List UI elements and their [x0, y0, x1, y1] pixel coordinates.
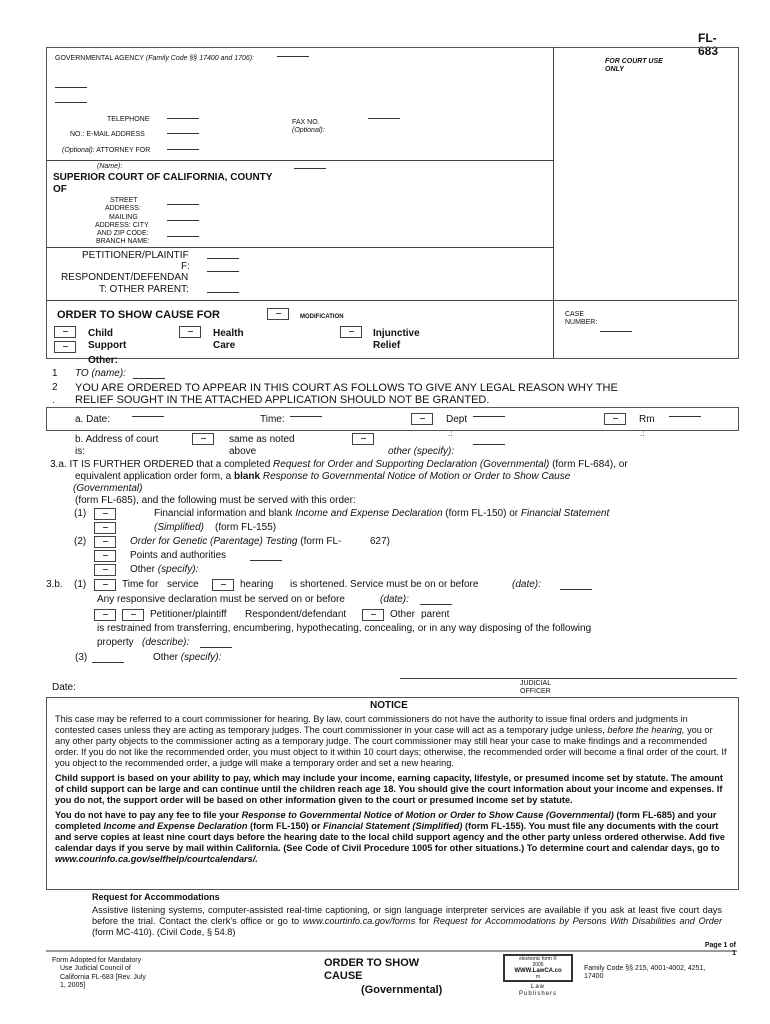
petitioner-checkbox[interactable] — [122, 609, 144, 621]
child-label: Child — [88, 328, 113, 339]
name-label: (Name): — [97, 163, 123, 170]
dept-field[interactable] — [473, 416, 505, 417]
dept-colon: .: — [448, 429, 453, 438]
date-label: a. Date: — [75, 414, 111, 425]
rm-field[interactable] — [669, 416, 701, 417]
divider — [553, 47, 554, 358]
describe-label: (describe): — [142, 637, 190, 648]
publisher-label: Law Publishers — [518, 984, 557, 997]
other-parent-label: Other — [390, 609, 416, 620]
other-3-label: Other (specify): — [153, 652, 222, 663]
page-number: Page 1 of 1 — [704, 942, 736, 957]
time-field[interactable] — [290, 416, 322, 417]
agency-label: GOVERNMENTAL AGENCY (Family Code §§ 17400 and 1706): — [55, 55, 255, 62]
item-1-number: 1 — [52, 368, 58, 379]
notice-title: NOTICE — [370, 700, 408, 711]
other-docs-label: Other (specify): — [130, 564, 199, 575]
address-court-label: b. Address of court — [75, 434, 159, 445]
calendar-link[interactable]: www.courinfo.ca.gov/selfhelp/courtcalendars/. — [55, 854, 258, 864]
to-name-label: TO (name): — [75, 368, 126, 379]
item-3-num: (3) — [75, 652, 88, 663]
respondent-label-2: T: OTHER PARENT: — [99, 284, 189, 295]
describe-field[interactable] — [200, 647, 232, 648]
rm-colon: .: — [640, 429, 645, 438]
email-field[interactable] — [167, 133, 199, 134]
adopted-4: 1, 2005] — [60, 982, 86, 989]
other-parent-checkbox[interactable] — [362, 609, 384, 621]
injunctive-label: Injunctive — [373, 328, 420, 339]
address-is-label: is: — [75, 446, 85, 457]
modification-label: MODIFICATION — [300, 314, 344, 320]
parent-label: parent — [421, 609, 450, 620]
other-label: Other: — [88, 355, 118, 366]
health-label: Health — [213, 328, 244, 339]
other-checkbox[interactable] — [54, 341, 76, 353]
petitioner-field[interactable] — [207, 258, 239, 259]
adopted-1: Form Adopted for Mandatory — [52, 957, 142, 964]
points-field[interactable] — [250, 560, 282, 561]
officer-label: OFFICER — [520, 688, 551, 695]
injunctive-relief-checkbox[interactable] — [340, 326, 362, 338]
restrained-text: is restrained from transferring, encumbering, hypothecating, concealing, or in any way disposing of the following — [97, 623, 592, 634]
respondent-field[interactable] — [207, 292, 239, 293]
ordered-text-2: RELIEF SOUGHT IN THE ATTACHED APPLICATION SHOULD NOT BE GRANTED. — [75, 394, 490, 406]
time-label: Time: — [260, 414, 285, 425]
street-field[interactable] — [167, 204, 199, 205]
street-label: STREET — [110, 197, 138, 204]
item-2-num: (2) — [74, 536, 87, 547]
item-2-dot: . — [52, 395, 55, 406]
osc-title: ORDER TO SHOW CAUSE FOR — [57, 309, 220, 321]
responsive-date-field[interactable] — [420, 604, 452, 605]
property-label: property — [97, 637, 134, 648]
court-title: SUPERIOR COURT OF CALIFORNIA, COUNTY — [53, 172, 273, 183]
fax-field[interactable] — [368, 118, 400, 119]
health-care-checkbox[interactable] — [179, 326, 201, 338]
city-label: ADDRESS: CITY — [95, 222, 149, 229]
rm-checkbox[interactable] — [604, 413, 626, 425]
mailing-label: MAILING — [109, 214, 138, 221]
item-3a-line-4: (form FL-685), and the following must be served with this order: — [75, 495, 356, 506]
city-field[interactable] — [167, 236, 199, 237]
form-fl155: (form FL-155) — [215, 522, 277, 533]
accommodations-text: Assistive listening systems, computer-assisted real-time captioning, or sign language interpreter services are available if you ask at least five court days before the trial. Contact the clerk's office or go to www.courtinfo.ca.gov/forms for Request for Accommodations by Persons With Disabilities and Order (form MC-410). (Civil Code, § 54.8) — [92, 905, 723, 937]
hearing-box — [46, 407, 739, 431]
item-simplified: (Simplified) — [154, 522, 205, 533]
other-docs-checkbox[interactable] — [94, 564, 116, 576]
case-label: CASE — [565, 311, 585, 318]
hearing-label: hearing — [240, 579, 274, 590]
footer-rule — [46, 950, 737, 952]
court-of: OF — [53, 184, 67, 195]
care-label: Care — [213, 340, 236, 351]
item-2-number: 2 — [52, 382, 58, 393]
item-3a-checkbox[interactable] — [94, 508, 116, 520]
telephone-label: TELEPHONE — [107, 116, 150, 123]
signature-line[interactable] — [400, 678, 737, 679]
petitioner-label-2: F: — [181, 261, 190, 272]
form-number: FL-683 — [698, 31, 719, 59]
same-as-label: same as noted — [229, 434, 295, 445]
other-address-field[interactable] — [473, 444, 505, 445]
respondent-label: RESPONDENT/DEFENDAN — [61, 272, 189, 283]
other-3-field[interactable] — [92, 662, 124, 663]
lawca-stamp: electronic form © 2005 WWW.LawCA.co m — [503, 954, 573, 982]
responsive-date-italic: (date): — [380, 594, 409, 605]
support-label: Support — [88, 340, 127, 351]
item-financial: Financial information and blank Income and Expense Declaration (form FL-150) or Financial Statement — [154, 508, 610, 519]
item-3a-line-1: 3.a. IT IS FURTHER ORDERED that a completed Request for Order and Supporting Declaration (Governmental) (form FL-684), or — [50, 459, 628, 470]
zip-label: AND ZIP CODE: — [97, 230, 149, 237]
telephone-field[interactable] — [167, 118, 199, 119]
responsive-label: Any responsive declaration must be served on or before — [97, 594, 345, 605]
date-italic: (date): — [512, 579, 541, 590]
financial-checkbox[interactable] — [94, 522, 116, 534]
footer-title-1: ORDER TO SHOW — [324, 957, 420, 969]
adopted-2: Use Judicial Council of — [60, 965, 131, 972]
mailing-field[interactable] — [167, 220, 199, 221]
service-checkbox[interactable] — [94, 579, 116, 591]
hearing-checkbox[interactable] — [212, 579, 234, 591]
attorney-field[interactable] — [167, 149, 199, 150]
rm-label: Rm — [639, 414, 655, 425]
same-as-above-checkbox[interactable] — [192, 433, 214, 445]
court-use-label: FOR COURT USE ONLY — [605, 58, 663, 73]
branch-label: BRANCH NAME: — [96, 238, 150, 245]
dept-label: Dept — [446, 414, 468, 425]
restrain-checkbox[interactable] — [94, 609, 116, 621]
accommodations-title: Request for Accommodations — [92, 892, 220, 902]
service-date-field[interactable] — [560, 589, 592, 590]
item-1-num: (1) — [74, 508, 87, 519]
judicial-label: JUDICIAL — [520, 680, 552, 687]
relief-label: Relief — [373, 340, 401, 351]
forms-link[interactable]: www.courtinfo.ca.gov/forms — [302, 916, 416, 926]
agency-line[interactable] — [55, 87, 87, 88]
adopted-3: California FL-683 [Rev. July — [60, 974, 146, 981]
shortened-label: is shortened. Service must be on or before — [290, 579, 479, 590]
ordered-text-1: YOU ARE ORDERED TO APPEAR IN THIS COURT AS FOLLOWS TO GIVE ANY LEGAL REASON WHY THE — [75, 382, 618, 394]
address-label: ADDRESS: — [105, 205, 141, 212]
child-support-checkbox[interactable] — [54, 326, 76, 338]
service-label: service — [167, 579, 199, 590]
points-label: Points and authorities — [130, 550, 227, 561]
divider — [46, 160, 553, 161]
case-number-field[interactable] — [600, 331, 632, 332]
form-627: 627) — [370, 536, 391, 547]
name-field[interactable] — [294, 168, 326, 169]
item-3a-line-2: equivalent application order form, a blank Response to Governmental Notice of Motion or Order to Show Cause — [75, 471, 571, 482]
agency-line[interactable] — [55, 102, 87, 103]
modification-checkbox[interactable] — [267, 308, 289, 320]
footer-title-3: (Governmental) — [361, 984, 443, 996]
genetic-testing-label: Order for Genetic (Parentage) Testing (form FL- — [130, 536, 342, 547]
points-checkbox[interactable] — [94, 550, 116, 562]
genetic-testing-checkbox[interactable] — [94, 536, 116, 548]
item-3b-1: (1) — [74, 579, 87, 590]
item-3b-label: 3.b. — [46, 579, 63, 590]
fax-label: FAX NO. — [292, 119, 320, 126]
case-number-label: NUMBER: — [565, 319, 598, 326]
respondent-defendant-label: Respondent/defendant — [245, 609, 347, 620]
petitioner-field-2[interactable] — [207, 271, 239, 272]
email-label: NO.: E-MAIL ADDRESS — [70, 131, 145, 138]
dept-checkbox[interactable] — [411, 413, 433, 425]
other-specify-label: other (specify): — [388, 446, 455, 457]
item-3a-line-3: (Governmental) — [73, 483, 143, 494]
above-label: above — [229, 446, 257, 457]
attorney-label: (Optional): ATTORNEY FOR — [62, 147, 151, 154]
sign-date-label: Date: — [52, 682, 76, 693]
date-field[interactable] — [132, 416, 164, 417]
time-for-label: Time for — [122, 579, 159, 590]
fax-optional: (Optional): — [292, 127, 325, 134]
divider — [46, 300, 737, 301]
footer-title-2: CAUSE — [324, 970, 363, 982]
petitioner-label: PETITIONER/PLAINTIF — [82, 250, 189, 261]
other-field[interactable] — [133, 378, 165, 379]
family-code: Family Code §§ 215, 4001-4002, 4251, 17400 — [584, 965, 706, 980]
agency-field[interactable] — [277, 56, 309, 57]
other-address-checkbox[interactable] — [352, 433, 374, 445]
petitioner-plaintiff-label: Petitioner/plaintiff — [150, 609, 227, 620]
notice-text: This case may be referred to a court commissioner for hearing. By law, court commissioners do not have the authority to issue final orders and judgments in contested cases unless they are acting as temporary judges. The court commissioner in your case will act as a temporary judge unless, before the hearing, you or any other party objects to the commissioner acting as a temporary judge. The court commissioner may still hear your case to make findings and a recommended order. If you do not like the recommended order, you must object to it within 10 court days; otherwise, the recommended order will become a final order of the court. If you object to the recommended order, a judge will make a temporary order and set a new hearing. Child support is based on your ability to pay, which may include your income, earning capacity, lifestyle, or presumed income set by statute. The amount of child support can be large and can continue until the children reach age 18. You should give the court information about your income and expenses. If you do not, the support order will be based on other information given to the court or presumed income set by statute. You do not have to pay any fee to file your Response to Governmental Notice of Motion or Order to Show Cause (Governmental) (form FL-685) and your completed Income and Expense Declaration (form FL-150) or Financial Statement (Simplified) (form FL-155). You must file any documents with the court and serve copies at least nine court days before the hearing date to the local child support agency and the other party unless ordered otherwise. Add five calendar days if you serve by mail within California. (See Code of Civil Procedure 1005 for other situations.) To determine court and calendar days, go to www.courinfo.ca.gov/selfhelp/courtcalendars/. — [55, 714, 727, 864]
divider — [46, 247, 553, 248]
